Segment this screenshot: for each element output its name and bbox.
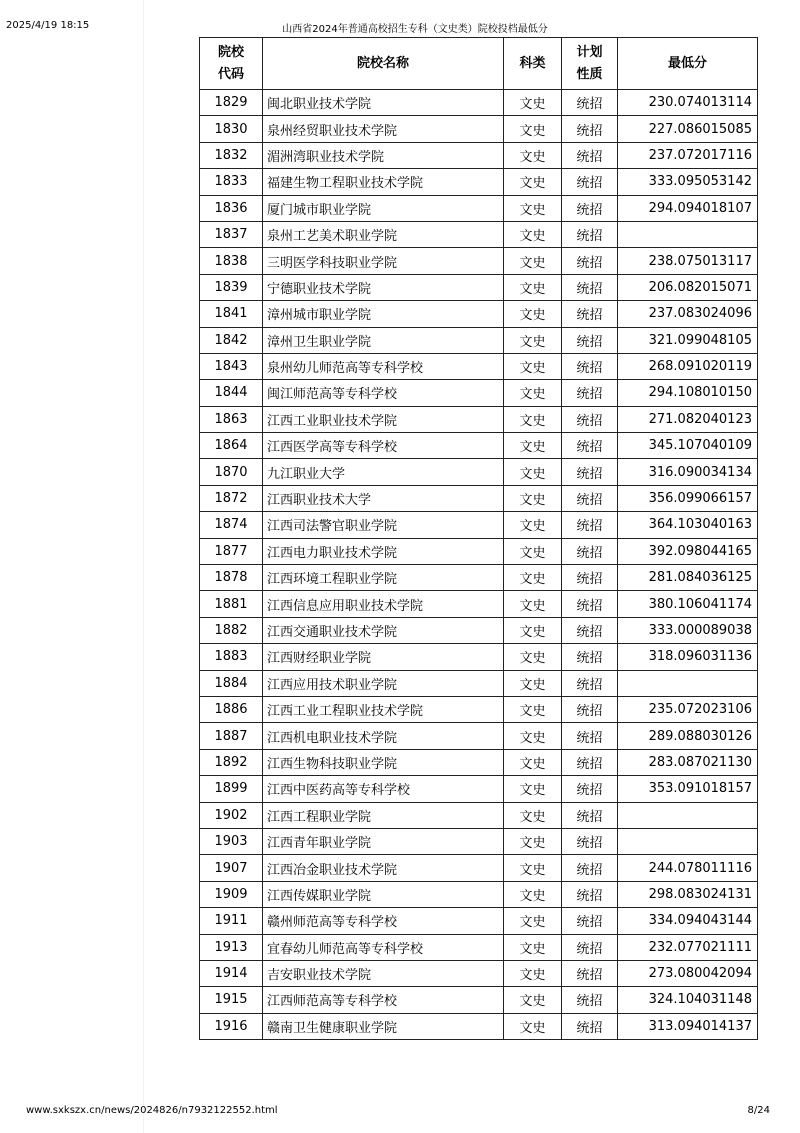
table-row — [200, 644, 758, 670]
cell-subject: 文史 — [504, 591, 562, 617]
cell-subject: 文史 — [504, 881, 562, 907]
table-row — [200, 353, 758, 379]
cell-plan-type: 统招 — [562, 248, 618, 274]
cell-school-name: 赣州师范高等专科学校 — [263, 908, 504, 934]
cell-min-score: 271.082040123 — [618, 406, 758, 432]
cell-school-code: 1870 — [200, 459, 263, 485]
table-row — [200, 195, 758, 221]
cell-subject: 文史 — [504, 485, 562, 511]
table-row — [200, 960, 758, 986]
table-row — [200, 90, 758, 116]
table-row — [200, 828, 758, 854]
cell-subject: 文史 — [504, 406, 562, 432]
table-row — [200, 591, 758, 617]
cell-subject: 文史 — [504, 565, 562, 591]
table-row — [200, 538, 758, 564]
cell-min-score: 334.094043144 — [618, 908, 758, 934]
cell-school-code: 1864 — [200, 433, 263, 459]
table-row — [200, 723, 758, 749]
cell-school-code: 1899 — [200, 776, 263, 802]
cell-school-name: 吉安职业技术学院 — [263, 960, 504, 986]
table-row — [200, 459, 758, 485]
cell-plan-type: 统招 — [562, 195, 618, 221]
cell-subject: 文史 — [504, 828, 562, 854]
cell-min-score: 244.078011116 — [618, 855, 758, 881]
cell-school-name: 江西司法警官职业学院 — [263, 512, 504, 538]
table-row — [200, 934, 758, 960]
cell-school-code: 1863 — [200, 406, 263, 432]
cell-school-name: 江西财经职业学院 — [263, 644, 504, 670]
cell-school-name: 厦门城市职业学院 — [263, 195, 504, 221]
cell-school-name: 九江职业大学 — [263, 459, 504, 485]
page-number: 8/24 — [747, 1105, 770, 1116]
cell-subject: 文史 — [504, 459, 562, 485]
cell-subject: 文史 — [504, 380, 562, 406]
print-datetime: 2025/4/19 18:15 — [6, 20, 90, 31]
page-title: 山西省2024年普通高校招生专科（文史类）院校投档最低分 — [282, 24, 548, 35]
cell-min-score: 298.083024131 — [618, 881, 758, 907]
cell-subject: 文史 — [504, 274, 562, 300]
cell-min-score: 345.107040109 — [618, 433, 758, 459]
cell-min-score: 324.104031148 — [618, 987, 758, 1013]
cell-school-code: 1832 — [200, 142, 263, 168]
cell-school-code: 1884 — [200, 670, 263, 696]
cell-school-code: 1913 — [200, 934, 263, 960]
table-row — [200, 881, 758, 907]
cell-min-score: 289.088030126 — [618, 723, 758, 749]
cell-min-score: 380.106041174 — [618, 591, 758, 617]
cell-subject: 文史 — [504, 696, 562, 722]
cell-plan-type: 统招 — [562, 960, 618, 986]
cell-school-name: 福建生物工程职业技术学院 — [263, 169, 504, 195]
cell-plan-type: 统招 — [562, 538, 618, 564]
cell-plan-type: 统招 — [562, 485, 618, 511]
cell-school-name: 泉州幼儿师范高等专科学校 — [263, 353, 504, 379]
table-row — [200, 248, 758, 274]
table-row — [200, 406, 758, 432]
cell-school-name: 江西生物科技职业学院 — [263, 749, 504, 775]
table-row — [200, 617, 758, 643]
table-row — [200, 485, 758, 511]
cell-min-score — [618, 221, 758, 247]
cell-school-code: 1907 — [200, 855, 263, 881]
cell-school-code: 1829 — [200, 90, 263, 116]
table-row — [200, 274, 758, 300]
cell-subject: 文史 — [504, 960, 562, 986]
cell-plan-type: 统招 — [562, 776, 618, 802]
cell-school-name: 江西冶金职业技术学院 — [263, 855, 504, 881]
type-header-line1: 计划 — [576, 44, 603, 60]
cell-school-name: 江西师范高等专科学校 — [263, 987, 504, 1013]
cell-plan-type: 统招 — [562, 327, 618, 353]
cell-school-code: 1841 — [200, 301, 263, 327]
column-header-score: 最低分 — [618, 38, 758, 90]
cell-min-score: 392.098044165 — [618, 538, 758, 564]
cell-school-name: 江西传媒职业学院 — [263, 881, 504, 907]
cell-school-code: 1877 — [200, 538, 263, 564]
type-header-line2: 性质 — [576, 66, 603, 82]
cell-plan-type: 统招 — [562, 855, 618, 881]
cell-plan-type: 统招 — [562, 512, 618, 538]
cell-school-name: 江西医学高等专科学校 — [263, 433, 504, 459]
cell-subject: 文史 — [504, 433, 562, 459]
cell-school-name: 宜春幼儿师范高等专科学校 — [263, 934, 504, 960]
cell-school-code: 1843 — [200, 353, 263, 379]
cell-plan-type: 统招 — [562, 934, 618, 960]
cell-plan-type: 统招 — [562, 301, 618, 327]
cell-plan-type: 统招 — [562, 723, 618, 749]
table-header-row — [200, 38, 758, 90]
cell-school-name: 宁德职业技术学院 — [263, 274, 504, 300]
cell-min-score: 206.082015071 — [618, 274, 758, 300]
table-row — [200, 512, 758, 538]
cell-school-code: 1838 — [200, 248, 263, 274]
cell-subject: 文史 — [504, 221, 562, 247]
cell-school-name: 泉州工艺美术职业学院 — [263, 221, 504, 247]
table-row — [200, 749, 758, 775]
cell-school-name: 泉州经贸职业技术学院 — [263, 116, 504, 142]
column-header-subject: 科类 — [504, 38, 562, 90]
page-url: www.sxkszx.cn/news/2024826/n7932122552.html — [26, 1105, 278, 1116]
table-row — [200, 327, 758, 353]
cell-school-name: 江西中医药高等专科学校 — [263, 776, 504, 802]
table-row — [200, 142, 758, 168]
cell-school-name: 江西应用技术职业学院 — [263, 670, 504, 696]
cell-school-code: 1874 — [200, 512, 263, 538]
cell-min-score: 273.080042094 — [618, 960, 758, 986]
cell-subject: 文史 — [504, 1013, 562, 1039]
cell-min-score: 268.091020119 — [618, 353, 758, 379]
cell-subject: 文史 — [504, 169, 562, 195]
cell-school-name: 湄洲湾职业技术学院 — [263, 142, 504, 168]
cell-school-name: 漳州卫生职业学院 — [263, 327, 504, 353]
column-header-name: 院校名称 — [263, 38, 504, 90]
cell-plan-type: 统招 — [562, 169, 618, 195]
cell-plan-type: 统招 — [562, 116, 618, 142]
cell-school-code: 1842 — [200, 327, 263, 353]
table-row — [200, 670, 758, 696]
cell-min-score: 230.074013114 — [618, 90, 758, 116]
cell-subject: 文史 — [504, 855, 562, 881]
cell-plan-type: 统招 — [562, 828, 618, 854]
cell-subject: 文史 — [504, 908, 562, 934]
cell-min-score: 316.090034134 — [618, 459, 758, 485]
cell-school-code: 1837 — [200, 221, 263, 247]
cell-plan-type: 统招 — [562, 221, 618, 247]
cell-subject: 文史 — [504, 670, 562, 696]
cell-plan-type: 统招 — [562, 591, 618, 617]
cell-school-name: 江西青年职业学院 — [263, 828, 504, 854]
cell-subject: 文史 — [504, 327, 562, 353]
cell-school-name: 闽北职业技术学院 — [263, 90, 504, 116]
cell-min-score: 333.095053142 — [618, 169, 758, 195]
cell-plan-type: 统招 — [562, 274, 618, 300]
cell-min-score: 318.096031136 — [618, 644, 758, 670]
cell-min-score: 283.087021130 — [618, 749, 758, 775]
table-row — [200, 565, 758, 591]
cell-school-code: 1914 — [200, 960, 263, 986]
cell-min-score: 364.103040163 — [618, 512, 758, 538]
table-row — [200, 301, 758, 327]
cell-school-name: 江西工业工程职业技术学院 — [263, 696, 504, 722]
cell-school-name: 江西交通职业技术学院 — [263, 617, 504, 643]
cell-school-code: 1872 — [200, 485, 263, 511]
cell-subject: 文史 — [504, 987, 562, 1013]
cell-plan-type: 统招 — [562, 433, 618, 459]
cell-plan-type: 统招 — [562, 749, 618, 775]
cell-school-code: 1916 — [200, 1013, 263, 1039]
cell-school-code: 1911 — [200, 908, 263, 934]
cell-min-score: 356.099066157 — [618, 485, 758, 511]
cell-plan-type: 统招 — [562, 881, 618, 907]
table-row — [200, 169, 758, 195]
table-row — [200, 776, 758, 802]
cell-school-code: 1909 — [200, 881, 263, 907]
column-header-code — [200, 38, 263, 90]
column-header-type — [562, 38, 618, 90]
cell-school-code: 1883 — [200, 644, 263, 670]
table-row — [200, 221, 758, 247]
cell-subject: 文史 — [504, 116, 562, 142]
cell-plan-type: 统招 — [562, 696, 618, 722]
cell-min-score: 321.099048105 — [618, 327, 758, 353]
cell-school-name: 江西职业技术大学 — [263, 485, 504, 511]
cell-plan-type: 统招 — [562, 565, 618, 591]
cell-subject: 文史 — [504, 512, 562, 538]
cell-plan-type: 统招 — [562, 380, 618, 406]
cell-school-code: 1915 — [200, 987, 263, 1013]
cell-plan-type: 统招 — [562, 802, 618, 828]
cell-school-code: 1836 — [200, 195, 263, 221]
cell-school-name: 江西机电职业技术学院 — [263, 723, 504, 749]
cell-subject: 文史 — [504, 644, 562, 670]
cell-school-name: 江西工程职业学院 — [263, 802, 504, 828]
table-row — [200, 802, 758, 828]
cell-plan-type: 统招 — [562, 90, 618, 116]
cell-school-code: 1886 — [200, 696, 263, 722]
cell-subject: 文史 — [504, 776, 562, 802]
page-margin-line — [143, 0, 144, 1133]
cell-min-score: 237.083024096 — [618, 301, 758, 327]
cell-plan-type: 统招 — [562, 908, 618, 934]
cell-subject: 文史 — [504, 248, 562, 274]
cell-school-name: 江西电力职业技术学院 — [263, 538, 504, 564]
cell-school-code: 1892 — [200, 749, 263, 775]
cell-min-score — [618, 802, 758, 828]
cell-min-score: 235.072023106 — [618, 696, 758, 722]
cell-school-code: 1881 — [200, 591, 263, 617]
cell-subject: 文史 — [504, 617, 562, 643]
cell-subject: 文史 — [504, 301, 562, 327]
table-row — [200, 987, 758, 1013]
cell-subject: 文史 — [504, 142, 562, 168]
cell-subject: 文史 — [504, 749, 562, 775]
table-row — [200, 116, 758, 142]
table-row — [200, 1013, 758, 1039]
cell-min-score — [618, 670, 758, 696]
cell-subject: 文史 — [504, 353, 562, 379]
cell-min-score — [618, 828, 758, 854]
cell-school-name: 赣南卫生健康职业学院 — [263, 1013, 504, 1039]
cell-school-code: 1902 — [200, 802, 263, 828]
cell-plan-type: 统招 — [562, 670, 618, 696]
cell-subject: 文史 — [504, 723, 562, 749]
cell-min-score: 294.094018107 — [618, 195, 758, 221]
cell-school-name: 江西环境工程职业学院 — [263, 565, 504, 591]
cell-min-score: 232.077021111 — [618, 934, 758, 960]
cell-school-code: 1833 — [200, 169, 263, 195]
cell-plan-type: 统招 — [562, 142, 618, 168]
cell-min-score: 281.084036125 — [618, 565, 758, 591]
table-row — [200, 908, 758, 934]
cell-school-name: 江西信息应用职业技术学院 — [263, 591, 504, 617]
code-header-line1: 院校 — [217, 44, 244, 60]
cell-plan-type: 统招 — [562, 353, 618, 379]
table-row — [200, 696, 758, 722]
cell-school-name: 三明医学科技职业学院 — [263, 248, 504, 274]
cell-school-name: 漳州城市职业学院 — [263, 301, 504, 327]
cell-min-score: 313.094014137 — [618, 1013, 758, 1039]
table-row — [200, 855, 758, 881]
cell-min-score: 353.091018157 — [618, 776, 758, 802]
score-table — [199, 37, 758, 1040]
cell-subject: 文史 — [504, 538, 562, 564]
table-row — [200, 380, 758, 406]
cell-plan-type: 统招 — [562, 987, 618, 1013]
cell-min-score: 227.086015085 — [618, 116, 758, 142]
cell-school-name: 江西工业职业技术学院 — [263, 406, 504, 432]
cell-plan-type: 统招 — [562, 644, 618, 670]
cell-subject: 文史 — [504, 802, 562, 828]
cell-plan-type: 统招 — [562, 459, 618, 485]
cell-school-code: 1887 — [200, 723, 263, 749]
table-row — [200, 433, 758, 459]
cell-plan-type: 统招 — [562, 617, 618, 643]
cell-min-score: 294.108010150 — [618, 380, 758, 406]
cell-school-code: 1882 — [200, 617, 263, 643]
cell-school-name: 闽江师范高等专科学校 — [263, 380, 504, 406]
cell-school-code: 1903 — [200, 828, 263, 854]
cell-school-code: 1878 — [200, 565, 263, 591]
cell-min-score: 237.072017116 — [618, 142, 758, 168]
cell-school-code: 1844 — [200, 380, 263, 406]
cell-subject: 文史 — [504, 195, 562, 221]
cell-school-code: 1830 — [200, 116, 263, 142]
code-header-line2: 代码 — [217, 66, 244, 82]
cell-school-code: 1839 — [200, 274, 263, 300]
cell-plan-type: 统招 — [562, 1013, 618, 1039]
cell-subject: 文史 — [504, 934, 562, 960]
cell-min-score: 333.000089038 — [618, 617, 758, 643]
cell-min-score: 238.075013117 — [618, 248, 758, 274]
cell-plan-type: 统招 — [562, 406, 618, 432]
cell-subject: 文史 — [504, 90, 562, 116]
